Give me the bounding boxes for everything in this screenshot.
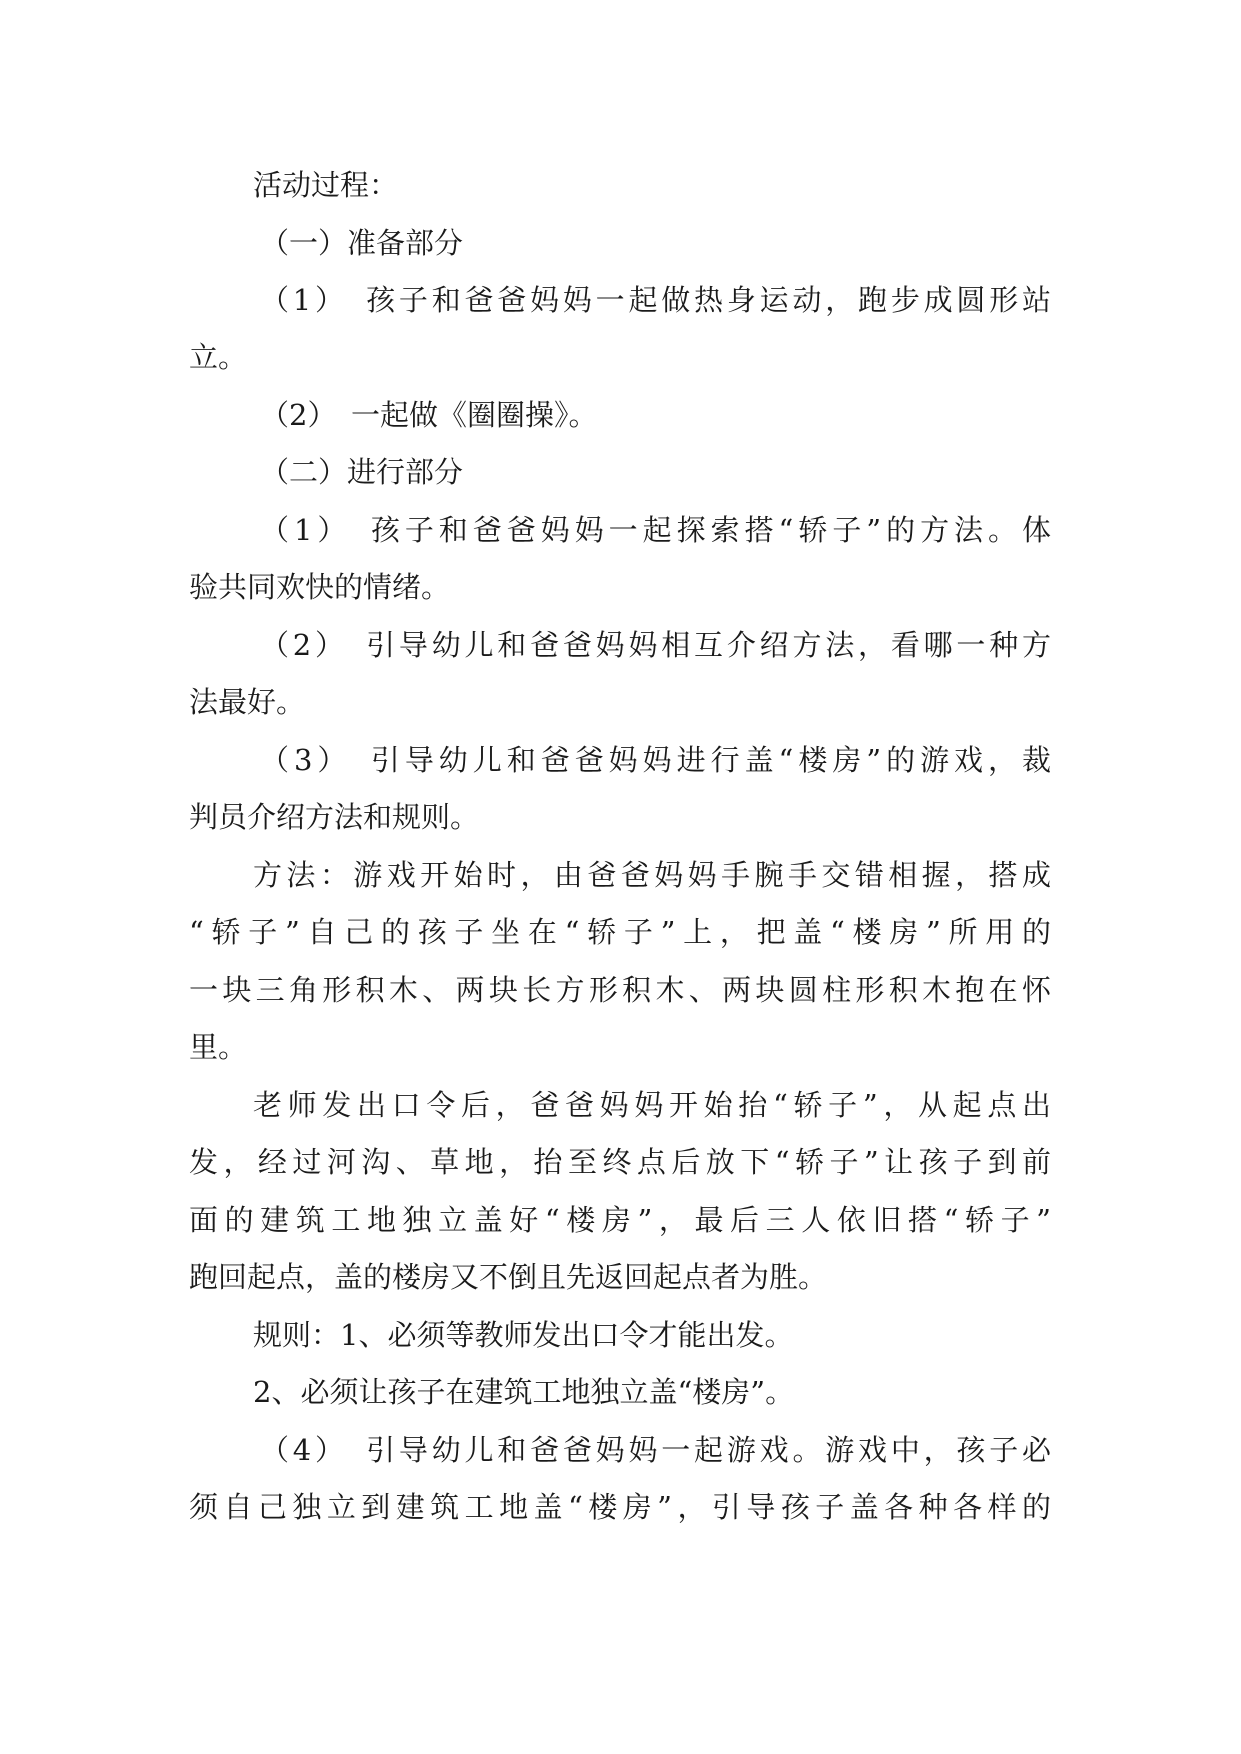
paragraph-line: 面的建筑工地独立盖好“楼房”，最后三人依旧搭“轿子” xyxy=(189,1203,1051,1237)
paragraph-line: （1） 孩子和爸爸妈妈一起探索搭“轿子”的方法。体 xyxy=(260,513,1051,547)
section-heading-progress: （二）进行部分 xyxy=(260,455,464,489)
paragraph-line: 一块三角形积木、两块长方形积木、两块圆柱形积木抱在怀 xyxy=(189,973,1051,1007)
paragraph-line: 法最好。 xyxy=(189,685,306,719)
paragraph-line: 验共同欢快的情绪。 xyxy=(189,570,451,604)
paragraph-line: 里。 xyxy=(189,1030,248,1064)
rules-line: 2、必须让孩子在建筑工地独立盖“楼房”。 xyxy=(253,1375,795,1409)
paragraph-line: “轿子”自己的孩子坐在“轿子”上，把盖“楼房”所用的 xyxy=(189,915,1051,949)
paragraph-line: 判员介绍方法和规则。 xyxy=(189,800,480,834)
paragraph-line: 须自己独立到建筑工地盖“楼房”，引导孩子盖各种各样的 xyxy=(189,1490,1051,1524)
rules-line: 规则：1、必须等教师发出口令才能出发。 xyxy=(253,1318,794,1352)
paragraph-line: （3） 引导幼儿和爸爸妈妈进行盖“楼房”的游戏，裁 xyxy=(260,743,1051,777)
paragraph-line: 发，经过河沟、草地，抬至终点后放下“轿子”让孩子到前 xyxy=(189,1145,1051,1179)
paragraph-line: （1） 孩子和爸爸妈妈一起做热身运动，跑步成圆形站 xyxy=(260,283,1051,317)
paragraph-line: 老师发出口令后，爸爸妈妈开始抬“轿子”，从起点出 xyxy=(253,1088,1051,1122)
section-heading-preparation: （一）准备部分 xyxy=(260,226,464,260)
paragraph-line: 跑回起点，盖的楼房又不倒且先返回起点者为胜。 xyxy=(189,1260,828,1294)
paragraph-line: （2） 一起做《圈圈操》。 xyxy=(260,398,598,432)
paragraph-line: 立。 xyxy=(189,340,248,374)
heading-activity-process: 活动过程： xyxy=(253,168,399,202)
paragraph-line: 方法：游戏开始时，由爸爸妈妈手腕手交错相握，搭成 xyxy=(253,858,1051,892)
paragraph-line: （4） 引导幼儿和爸爸妈妈一起游戏。游戏中，孩子必 xyxy=(260,1433,1051,1467)
paragraph-line: （2） 引导幼儿和爸爸妈妈相互介绍方法，看哪一种方 xyxy=(260,628,1051,662)
